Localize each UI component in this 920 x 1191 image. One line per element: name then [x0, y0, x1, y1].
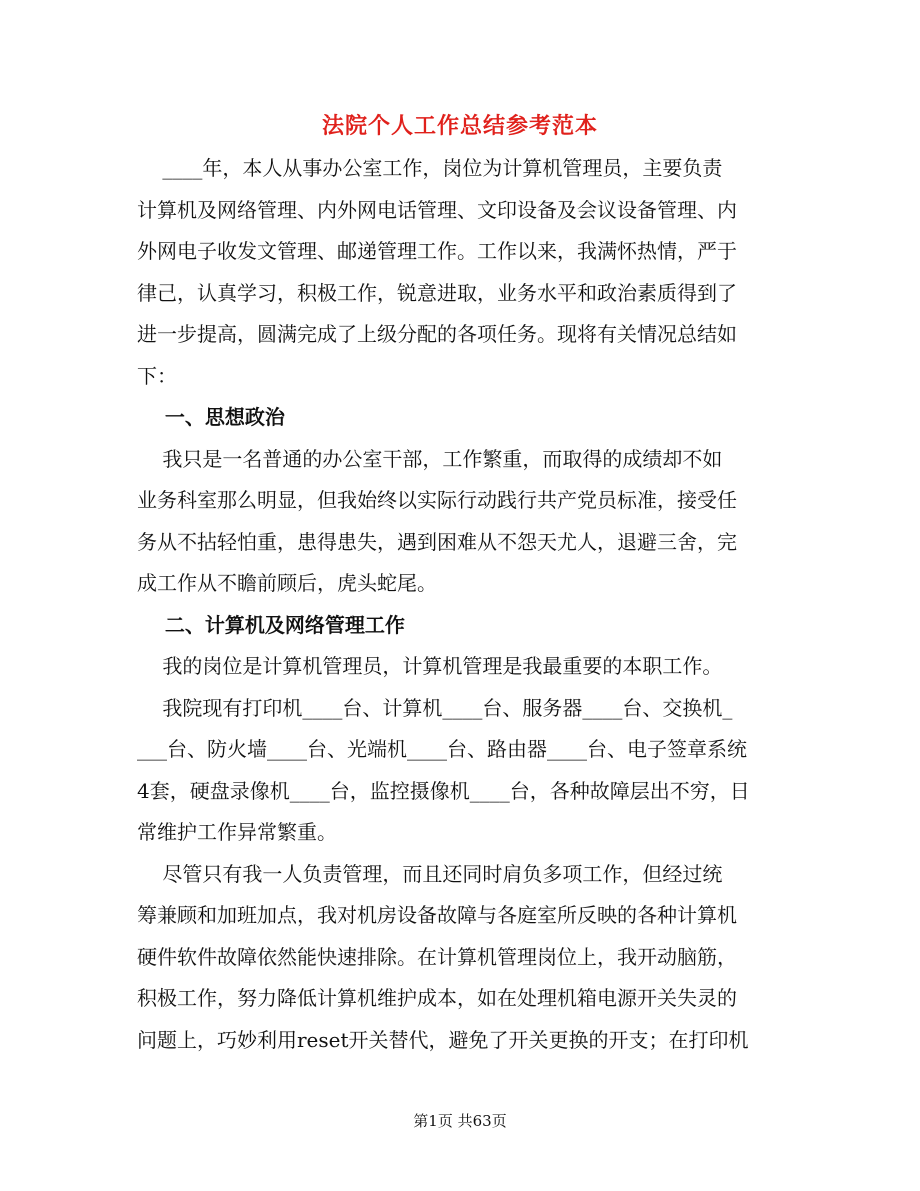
page-number-footer: 第1页 共63页	[413, 1112, 507, 1130]
document-title: 法院个人工作总结参考范本	[321, 113, 598, 139]
paragraph-line: 计算机及网络管理、内外网电话管理、文印设备及会议设备管理、内	[137, 197, 737, 222]
paragraph-line: 律己，认真学习，积极工作，锐意进取，业务水平和政治素质得到了	[137, 280, 737, 305]
paragraph-line: 我院现有打印机____台、计算机____台、服务器____台、交换机_	[137, 695, 733, 720]
paragraph-line: 下：	[137, 363, 177, 388]
paragraph-line: 筹兼顾和加班加点，我对机房设备故障与各庭室所反映的各种计算机	[137, 903, 737, 927]
paragraph-line: 问题上，巧妙利用reset开关替代，避免了开关更换的开支；在打印机	[137, 1027, 749, 1052]
paragraph-line: 4套，硬盘录像机____台，监控摄像机____台，各种故障层出不穷，日	[137, 778, 750, 803]
paragraph-line: ___台、防火墙____台、光端机____台、路由器____台、电子签章系统	[137, 737, 747, 761]
paragraph-line: 我只是一名普通的办公室干部，工作繁重，而取得的成绩却不如	[137, 446, 723, 471]
section-heading: 二、计算机及网络管理工作	[137, 612, 405, 637]
paragraph-line: 积极工作，努力降低计算机维护成本，如在处理机箱电源开关失灵的	[137, 986, 737, 1010]
section-heading: 一、思想政治	[137, 405, 285, 429]
paragraph-line: 进一步提高，圆满完成了上级分配的各项任务。现将有关情况总结如	[137, 322, 737, 346]
paragraph-line: 我的岗位是计算机管理员，计算机管理是我最重要的本职工作。	[137, 654, 723, 678]
paragraph-line: 尽管只有我一人负责管理，而且还同时肩负多项工作，但经过统	[137, 861, 723, 886]
paragraph-line: ____年，本人从事办公室工作，岗位为计算机管理员，主要负责	[137, 156, 723, 180]
paragraph-line: 务从不拈轻怕重，患得患失，遇到困难从不怨天尤人，退避三舍，完	[137, 529, 737, 554]
paragraph-line: 硬件软件故障依然能快速排除。在计算机管理岗位上，我开动脑筋，	[137, 944, 737, 969]
paragraph-line: 外网电子收发文管理、邮递管理工作。工作以来，我满怀热情，严于	[137, 239, 737, 263]
paragraph-line: 业务科室那么明显，但我始终以实际行动践行共产党员标准，接受任	[137, 488, 737, 512]
document-body	[137, 148, 789, 1061]
paragraph-line: 成工作从不瞻前顾后，虎头蛇尾。	[137, 571, 437, 595]
paragraph-line: 常维护工作异常繁重。	[137, 820, 337, 844]
